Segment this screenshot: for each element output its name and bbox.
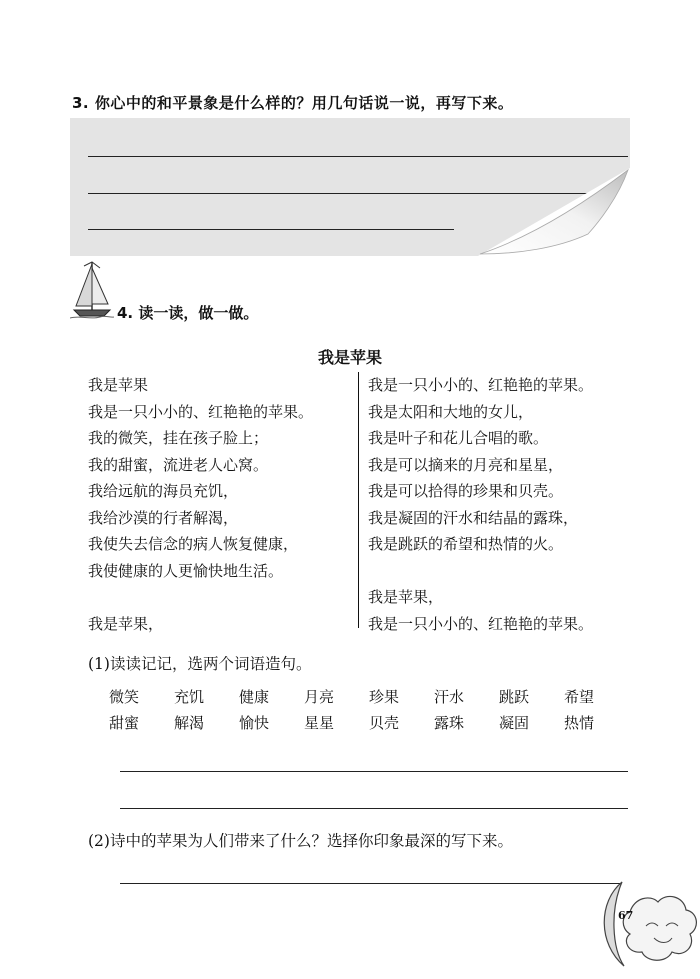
sentence-line-2[interactable] bbox=[120, 808, 628, 809]
word-item: 健康 bbox=[239, 688, 270, 706]
word-item: 贝壳 bbox=[369, 714, 400, 732]
word-item: 微笑 bbox=[109, 688, 140, 706]
poem-line: 我是苹果， bbox=[368, 588, 444, 606]
poem-line: 我是太阳和大地的女儿， bbox=[368, 402, 534, 421]
word-item: 星星 bbox=[304, 714, 335, 732]
word-item: 露珠 bbox=[434, 714, 465, 732]
poem-line: 我的微笑，挂在孩子脸上； bbox=[88, 429, 269, 447]
word-grid bbox=[109, 686, 629, 738]
word-item: 跳跃 bbox=[499, 688, 530, 706]
sub-question-2: (2)诗中的苹果为人们带来了什么？选择你印象最深的写下来。 bbox=[88, 832, 513, 850]
word-item: 热情 bbox=[564, 714, 595, 732]
poem-left-column bbox=[88, 372, 313, 637]
word-item: 甜蜜 bbox=[109, 714, 140, 732]
poem-line: 我是苹果 bbox=[88, 376, 149, 394]
word-item: 汗水 bbox=[434, 688, 465, 706]
poem-line: 我使健康的人更愉快地生活。 bbox=[88, 561, 284, 580]
word-item: 凝固 bbox=[499, 714, 530, 732]
poem-line bbox=[368, 558, 593, 585]
poem-line: 我给远航的海员充饥， bbox=[88, 482, 239, 500]
question-4-title: 4. 读一读，做一做。 bbox=[117, 304, 259, 322]
sentence-line-1[interactable] bbox=[120, 771, 628, 772]
poem-title: 我是苹果 bbox=[317, 348, 382, 367]
poem-line: 我使失去信念的病人恢复健康， bbox=[88, 535, 299, 553]
poem-line bbox=[88, 584, 313, 611]
poem-line: 我是一只小小的、红艳艳的苹果。 bbox=[368, 614, 594, 633]
poem-line: 我是跳跃的希望和热情的火。 bbox=[368, 535, 564, 553]
poem-line: 我是凝固的汗水和结晶的露珠， bbox=[368, 508, 579, 527]
sailboat-icon bbox=[70, 258, 114, 320]
poem-line: 我给沙漠的行者解渴， bbox=[88, 508, 239, 527]
answer-line-3[interactable] bbox=[88, 229, 454, 230]
page-number: 67 bbox=[618, 909, 634, 922]
word-item: 愉快 bbox=[239, 714, 270, 732]
word-item: 解渴 bbox=[174, 714, 205, 732]
moon-cloud-decoration bbox=[600, 862, 700, 979]
word-row-2 bbox=[109, 712, 629, 738]
poem-line: 我是可以拾得的珍果和贝壳。 bbox=[368, 482, 564, 500]
word-item: 希望 bbox=[564, 688, 595, 706]
word-item: 充饥 bbox=[174, 688, 205, 706]
answer-line-1[interactable] bbox=[88, 156, 628, 157]
poem-line: 我是叶子和花儿合唱的歌。 bbox=[368, 429, 549, 447]
poem-line: 我是一只小小的、红艳艳的苹果。 bbox=[88, 402, 314, 421]
poem-right-column bbox=[368, 372, 593, 637]
poem-line: 我是一只小小的、红艳艳的苹果。 bbox=[368, 376, 594, 394]
poem-line: 我是可以摘来的月亮和星星， bbox=[368, 455, 564, 474]
poem-divider bbox=[358, 372, 359, 628]
poem-line: 我的甜蜜，流进老人心窝。 bbox=[88, 455, 269, 474]
question-3-title: 3. 你心中的和平景象是什么样的？用几句话说一说，再写下来。 bbox=[72, 94, 514, 112]
word-item: 珍果 bbox=[369, 688, 400, 706]
sub-question-1: (1)读读记记，选两个词语造句。 bbox=[88, 655, 312, 673]
word-item: 月亮 bbox=[304, 688, 335, 706]
word-row-1 bbox=[109, 686, 629, 712]
page-curl-decoration bbox=[478, 168, 630, 256]
poem-line: 我是苹果， bbox=[88, 614, 164, 633]
answer-line-sub2[interactable] bbox=[120, 883, 620, 884]
